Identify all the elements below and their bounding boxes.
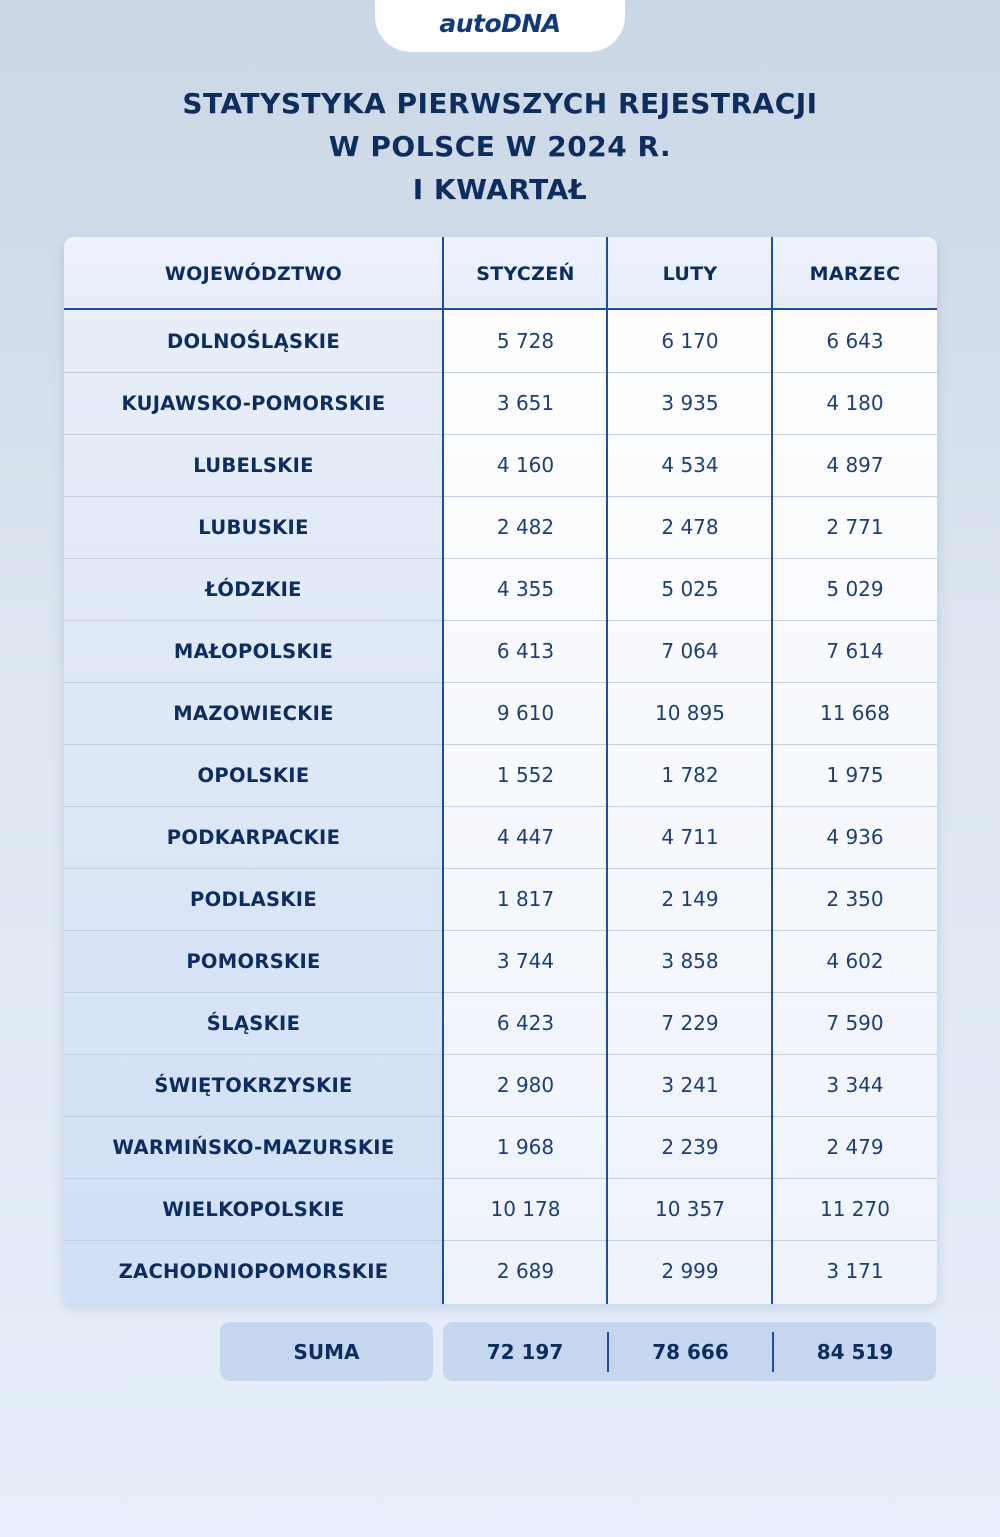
january-value: 3 744 [496,949,555,973]
january-value: 6 413 [496,639,555,663]
sum-march: 84 519 [816,1339,894,1364]
title-line-3: I KWARTAŁ [412,173,588,206]
march-value: 4 936 [826,825,884,849]
february-value: 7 229 [661,1011,719,1035]
region-name: MAZOWIECKIE [173,701,334,725]
january-value: 4 355 [496,577,555,601]
sum-label: SUMA [220,1322,433,1381]
february-value: 6 170 [661,329,719,353]
february-value: 10 895 [655,701,725,725]
january-value: 5 728 [496,329,555,353]
january-value: 6 423 [496,1011,555,1035]
header-february: LUTY [662,262,718,285]
january-value: 1 817 [496,887,555,911]
march-value: 4 897 [826,453,884,477]
region-name: ZACHODNIOPOMORSKIE [118,1259,389,1283]
column-divider [606,237,608,1304]
february-value: 3 241 [661,1073,719,1097]
region-name: LUBELSKIE [193,453,314,477]
march-value: 2 479 [826,1135,884,1159]
region-name: MAŁOPOLSKIE [173,639,334,663]
january-value: 10 178 [490,1197,561,1221]
february-value: 2 999 [661,1259,719,1283]
march-value: 3 344 [826,1073,884,1097]
february-value: 4 711 [661,825,719,849]
march-value: 4 602 [826,949,884,973]
february-value: 7 064 [661,639,719,663]
sum-january: 72 197 [486,1339,564,1364]
region-name: LUBUSKIE [198,515,309,539]
january-value: 9 610 [496,701,555,725]
february-value: 10 357 [655,1197,725,1221]
january-value: 2 482 [496,515,555,539]
region-name: KUJAWSKO-POMORSKIE [121,391,386,415]
region-name: PODKARPACKIE [166,825,341,849]
february-value: 5 025 [661,577,719,601]
region-name: POMORSKIE [186,949,321,973]
region-name: WIELKOPOLSKIE [162,1197,345,1221]
march-value: 5 029 [826,577,884,601]
february-value: 3 935 [661,391,719,415]
march-value: 3 171 [826,1259,884,1283]
header-march: MARZEC [809,262,901,285]
title-line-2: W POLSCE W 2024 R. [328,130,672,163]
march-value: 2 771 [826,515,884,539]
header-region: WOJEWÓDZTWO [164,262,343,285]
brand-logo: autoDNA [439,9,561,38]
sum-february: 78 666 [652,1339,729,1364]
february-value: 3 858 [661,949,719,973]
data-table [64,237,937,1304]
february-value: 4 534 [661,453,719,477]
logo-tab [375,0,625,52]
region-name: DOLNOŚLĄSKIE [167,329,340,353]
march-value: 7 590 [826,1011,884,1035]
january-value: 1 968 [496,1135,555,1159]
march-value: 2 350 [826,887,884,911]
region-name: PODLASKIE [189,887,317,911]
february-value: 2 149 [661,887,719,911]
february-value: 2 478 [661,515,719,539]
march-value: 1 975 [826,763,884,787]
march-value: 7 614 [826,639,884,663]
region-name: ŁÓDZKIE [205,577,302,601]
january-value: 2 980 [496,1073,555,1097]
region-name: ŚLĄSKIE [206,1011,301,1035]
february-value: 2 239 [661,1135,719,1159]
column-divider [771,237,773,1304]
january-value: 2 689 [496,1259,555,1283]
page-title [0,82,1000,211]
column-divider [442,237,444,1304]
january-value: 1 552 [496,763,555,787]
january-value: 4 160 [496,453,555,477]
region-name: WARMIŃSKO-MAZURSKIE [112,1135,395,1159]
title-line-1: STATYSTYKA PIERWSZYCH REJESTRACJI [182,87,818,120]
february-value: 1 782 [661,763,719,787]
january-value: 3 651 [496,391,555,415]
march-value: 11 668 [820,701,890,725]
region-name: ŚWIĘTOKRZYSKIE [154,1073,353,1097]
january-value: 4 447 [496,825,555,849]
sum-values [443,1322,936,1381]
march-value: 11 270 [820,1197,890,1221]
march-value: 4 180 [826,391,884,415]
region-name: OPOLSKIE [197,763,310,787]
march-value: 6 643 [826,329,884,353]
header-january: STYCZEŃ [476,262,575,285]
